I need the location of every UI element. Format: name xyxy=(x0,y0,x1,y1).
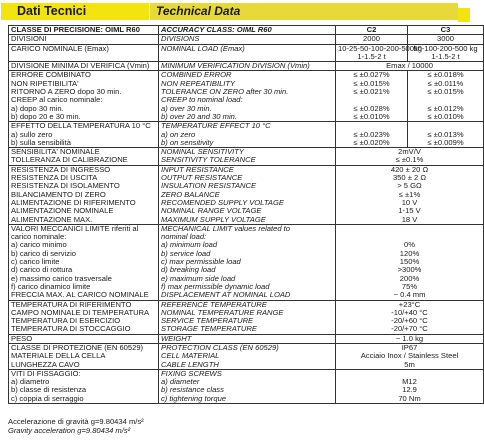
spec-cell: 10 V xyxy=(336,199,484,207)
spec-cell: DIVISIONE MINIMA DI VERIFICA (Vmin) xyxy=(9,62,159,71)
spec-cell: C3 xyxy=(408,26,484,35)
spec-cell: b) on sensitivity xyxy=(159,139,336,148)
spec-cell: c) coppia di serraggio xyxy=(9,395,159,404)
spec-cell: ≤ ±0.011% xyxy=(408,80,484,88)
spec-cell: ≤ ±0.027% xyxy=(336,71,408,80)
spec-cell: MECHANICAL LIMIT values related to xyxy=(159,224,336,233)
gravity-note-it: Accelerazione di gravità g=9.80434 m/s² xyxy=(8,417,144,426)
spec-cell: RESISTENZA DI INGRESSO xyxy=(9,165,159,174)
spec-row xyxy=(9,395,484,404)
spec-cell: 18 V xyxy=(336,216,484,225)
spec-cell: c) carico limite xyxy=(9,258,159,266)
spec-cell: b) dopo 20 e 30 min. xyxy=(9,113,159,122)
spec-cell: SENSITIVITY TOLERANCE xyxy=(159,156,336,165)
spec-row xyxy=(9,122,484,131)
spec-cell: SERVICE TEMPERATURE xyxy=(159,317,336,325)
spec-row xyxy=(9,216,484,225)
spec-cell: IP67 xyxy=(336,343,484,352)
spec-row xyxy=(9,96,484,104)
spec-cell xyxy=(336,224,484,233)
spec-cell: nominal load: xyxy=(159,233,336,241)
spec-cell: >300% xyxy=(336,266,484,274)
spec-cell: 2000 xyxy=(336,35,408,44)
spec-cell: BILANCIAMENTO DI ZERO xyxy=(9,191,159,199)
spec-cell: 75% xyxy=(336,283,484,291)
spec-cell: b) carico di servizio xyxy=(9,250,159,258)
spec-cell: ACCURACY CLASS: OIML R60 xyxy=(159,26,336,35)
spec-cell: OUTPUT RESISTANCE xyxy=(159,174,336,182)
spec-cell: NOMINAL SENSITIVITY xyxy=(159,148,336,157)
spec-cell: b) sulla sensibilità xyxy=(9,139,159,148)
spec-row xyxy=(9,26,484,35)
spec-cell: b) over 20 and 30 min. xyxy=(159,113,336,122)
spec-cell: 1-15 V xyxy=(336,207,484,215)
spec-row xyxy=(9,325,484,334)
title-english: Technical Data xyxy=(150,3,458,20)
spec-cell: ~ 0.4 mm xyxy=(336,291,484,300)
spec-cell: c) max permissible load xyxy=(159,258,336,266)
spec-cell: EFFETTO DELLA TEMPERATURA 10 °C xyxy=(9,122,159,131)
spec-cell: 2mV/V xyxy=(336,148,484,157)
spec-cell: ≤ ±0.018% xyxy=(408,71,484,80)
spec-cell: CELL MATERIAL xyxy=(159,352,336,360)
spec-cell: Emax / 10000 xyxy=(336,62,484,71)
spec-cell: DIVISIONI xyxy=(9,35,159,44)
spec-cell: TOLLERANZA DI CALIBRAZIONE xyxy=(9,156,159,165)
spec-cell: ≤ ±0.028% xyxy=(336,105,408,113)
spec-cell: -20/+70 °C xyxy=(336,325,484,334)
spec-cell: 0% xyxy=(336,241,484,249)
header xyxy=(0,0,470,24)
title-italian: Dati Tecnici xyxy=(1,3,149,20)
spec-cell: ≤ ±0.1% xyxy=(336,156,484,165)
spec-cell: ≤ ±1% xyxy=(336,191,484,199)
spec-cell: ≤ ±0.021% xyxy=(336,88,408,96)
spec-cell: CREEP al carico nominale: xyxy=(9,96,159,104)
spec-cell: 1-1.5-2 t xyxy=(336,53,408,62)
spec-cell: RECOMENDED SUPPLY VOLTAGE xyxy=(159,199,336,207)
spec-cell: TEMPERATURA DI RIFERIMENTO xyxy=(9,300,159,309)
header-tab-decoration xyxy=(458,8,470,22)
spec-cell: TEMPERATURA DI STOCCAGGIO xyxy=(9,325,159,334)
spec-cell: NON RIPETIBILITA' xyxy=(9,80,159,88)
spec-cell: b) service load xyxy=(159,250,336,258)
spec-cell: -20/+60 °C xyxy=(336,317,484,325)
spec-cell: f) max permissible dynamic load xyxy=(159,283,336,291)
spec-row xyxy=(9,291,484,300)
spec-cell: 3000 xyxy=(408,35,484,44)
spec-row xyxy=(9,44,484,53)
spec-cell: ≤ ±0.013% xyxy=(408,131,484,139)
spec-cell: DISPLACEMENT AT NOMINAL LOAD xyxy=(159,291,336,300)
spec-cell: INSULATION RESISTANCE xyxy=(159,182,336,190)
spec-cell: a) sullo zero xyxy=(9,131,159,139)
spec-cell: ≤ ±0.010% xyxy=(336,113,408,122)
spec-cell: VITI DI FISSAGGIO: xyxy=(9,369,159,378)
spec-cell: e) massimo carico trasversale xyxy=(9,275,159,283)
spec-cell: C2 xyxy=(336,26,408,35)
spec-cell: ≤ ±0.023% xyxy=(336,131,408,139)
spec-cell: e) maximum side load xyxy=(159,275,336,283)
spec-cell: 200% xyxy=(336,275,484,283)
spec-cell: WEIGHT xyxy=(159,334,336,343)
spec-cell: ERRORE COMBINATO xyxy=(9,71,159,80)
spec-cell: CLASSE DI PROTEZIONE (EN 60529) xyxy=(9,343,159,352)
spec-cell: 120% xyxy=(336,250,484,258)
spec-cell: f) carico dinamico limite xyxy=(9,283,159,291)
spec-cell: 420 ± 20 Ω xyxy=(336,165,484,174)
spec-cell: PESO xyxy=(9,334,159,343)
spec-cell: NOMINAL LOAD (Emax) xyxy=(159,44,336,53)
spec-table xyxy=(8,25,484,404)
spec-cell: > 5 GΩ xyxy=(336,182,484,190)
spec-cell: d) breaking load xyxy=(159,266,336,274)
spec-cell: 12.9 xyxy=(336,386,484,394)
spec-cell: a) diameter xyxy=(159,378,336,386)
spec-cell: 5m xyxy=(336,361,484,370)
spec-cell: DIVISIONS xyxy=(159,35,336,44)
spec-cell: ≤ ±0.010% xyxy=(408,113,484,122)
spec-cell: -10/+40 °C xyxy=(336,309,484,317)
spec-row xyxy=(9,156,484,165)
spec-cell: ≤ ±0.009% xyxy=(408,139,484,148)
spec-cell: ≤ ±0.012% xyxy=(408,105,484,113)
spec-cell: TEMPERATURA DI ESERCIZIO xyxy=(9,317,159,325)
spec-cell: VALORI MECCANICI LIMITE riferiti al xyxy=(9,224,159,233)
spec-cell: 10-25-50-100-200-500kg xyxy=(336,44,408,53)
spec-cell: FRECCIA MAX. AL CARICO NOMINALE xyxy=(9,291,159,300)
spec-cell: RITORNO A ZERO dopo 30 min. xyxy=(9,88,159,96)
spec-cell: c) tightening torque xyxy=(159,395,336,404)
spec-cell: a) dopo 30 min. xyxy=(9,105,159,113)
spec-cell: CREEP to nominal load: xyxy=(159,96,336,104)
spec-cell: d) carico di rottura xyxy=(9,266,159,274)
spec-cell: NOMINAL TEMPERATURE RANGE xyxy=(159,309,336,317)
spec-cell: ALIMENTAZIONE NOMINALE xyxy=(9,207,159,215)
spec-cell: LUNGHEZZA CAVO xyxy=(9,361,159,370)
spec-row xyxy=(9,35,484,44)
spec-cell: Acciaio Inox / Stainless Steel xyxy=(336,352,484,360)
spec-cell: STORAGE TEMPERATURE xyxy=(159,325,336,334)
spec-cell: ~ 1.0 kg xyxy=(336,334,484,343)
spec-cell: 70 Nm xyxy=(336,395,484,404)
spec-cell: a) minimum load xyxy=(159,241,336,249)
spec-cell: PROTECTION CLASS (EN 60529) xyxy=(159,343,336,352)
spec-cell: ≤ ±0.015% xyxy=(336,80,408,88)
spec-cell: MAXIMUM SUPPLY VOLTAGE xyxy=(159,216,336,225)
spec-cell: ≤ ±0.015% xyxy=(408,88,484,96)
spec-cell: a) over 30 min. xyxy=(159,105,336,113)
spec-cell: CARICO NOMINALE (Emax) xyxy=(9,44,159,53)
spec-cell: TEMPERATURE EFFECT 10 °C xyxy=(159,122,336,131)
spec-row xyxy=(9,71,484,80)
spec-cell: REFERENCE TEMPERATURE xyxy=(159,300,336,309)
spec-cell: b) classe di resistenza xyxy=(9,386,159,394)
spec-row xyxy=(9,131,484,139)
spec-cell: ALIMENTAZIONE DI RIFERIMENTO xyxy=(9,199,159,207)
spec-cell: a) diametro xyxy=(9,378,159,386)
spec-cell: M12 xyxy=(336,378,484,386)
spec-row xyxy=(9,224,484,233)
spec-cell: 150% xyxy=(336,258,484,266)
spec-cell: ALIMENTAZIONE MAX. xyxy=(9,216,159,225)
gravity-note-en: Gravity acceleration g=9.80434 m/s² xyxy=(8,426,131,435)
spec-cell: MATERIALE DELLA CELLA xyxy=(9,352,159,360)
spec-cell: COMBINED ERROR xyxy=(159,71,336,80)
spec-cell: MINIMUM VERIFICATION DIVISION (Vmin) xyxy=(159,62,336,71)
spec-cell: ≤ ±0.020% xyxy=(336,139,408,148)
spec-cell: carico nominale: xyxy=(9,233,159,241)
spec-cell: a) carico minimo xyxy=(9,241,159,249)
spec-cell: FIXING SCREWS xyxy=(159,369,336,378)
spec-cell: 350 ± 2 Ω xyxy=(336,174,484,182)
spec-cell: RESISTENZA DI ISOLAMENTO xyxy=(9,182,159,190)
spec-cell: RESISTENZA DI USCITA xyxy=(9,174,159,182)
gravity-notes xyxy=(8,417,144,435)
spec-cell: CAMPO NOMINALE DI TEMPERATURA xyxy=(9,309,159,317)
spec-cell: ZERO BALANCE xyxy=(159,191,336,199)
spec-cell: CABLE LENGTH xyxy=(159,361,336,370)
spec-cell: NON REPEATIBILITY xyxy=(159,80,336,88)
spec-cell: INPUT RESISTANCE xyxy=(159,165,336,174)
spec-cell: b) resistance class xyxy=(159,386,336,394)
spec-cell: SENSIBILITA' NOMINALE xyxy=(9,148,159,157)
spec-cell: NOMINAL RANGE VOLTAGE xyxy=(159,207,336,215)
spec-cell: 50-100-200-500 kg xyxy=(408,44,484,53)
spec-cell: 1-1.5-2 t xyxy=(408,53,484,62)
spec-cell: a) on zero xyxy=(159,131,336,139)
spec-cell: CLASSE DI PRECISIONE: OIML R60 xyxy=(9,26,159,35)
spec-cell: +23°C xyxy=(336,300,484,309)
spec-cell: TOLERANCE ON ZERO after 30 min. xyxy=(159,88,336,96)
